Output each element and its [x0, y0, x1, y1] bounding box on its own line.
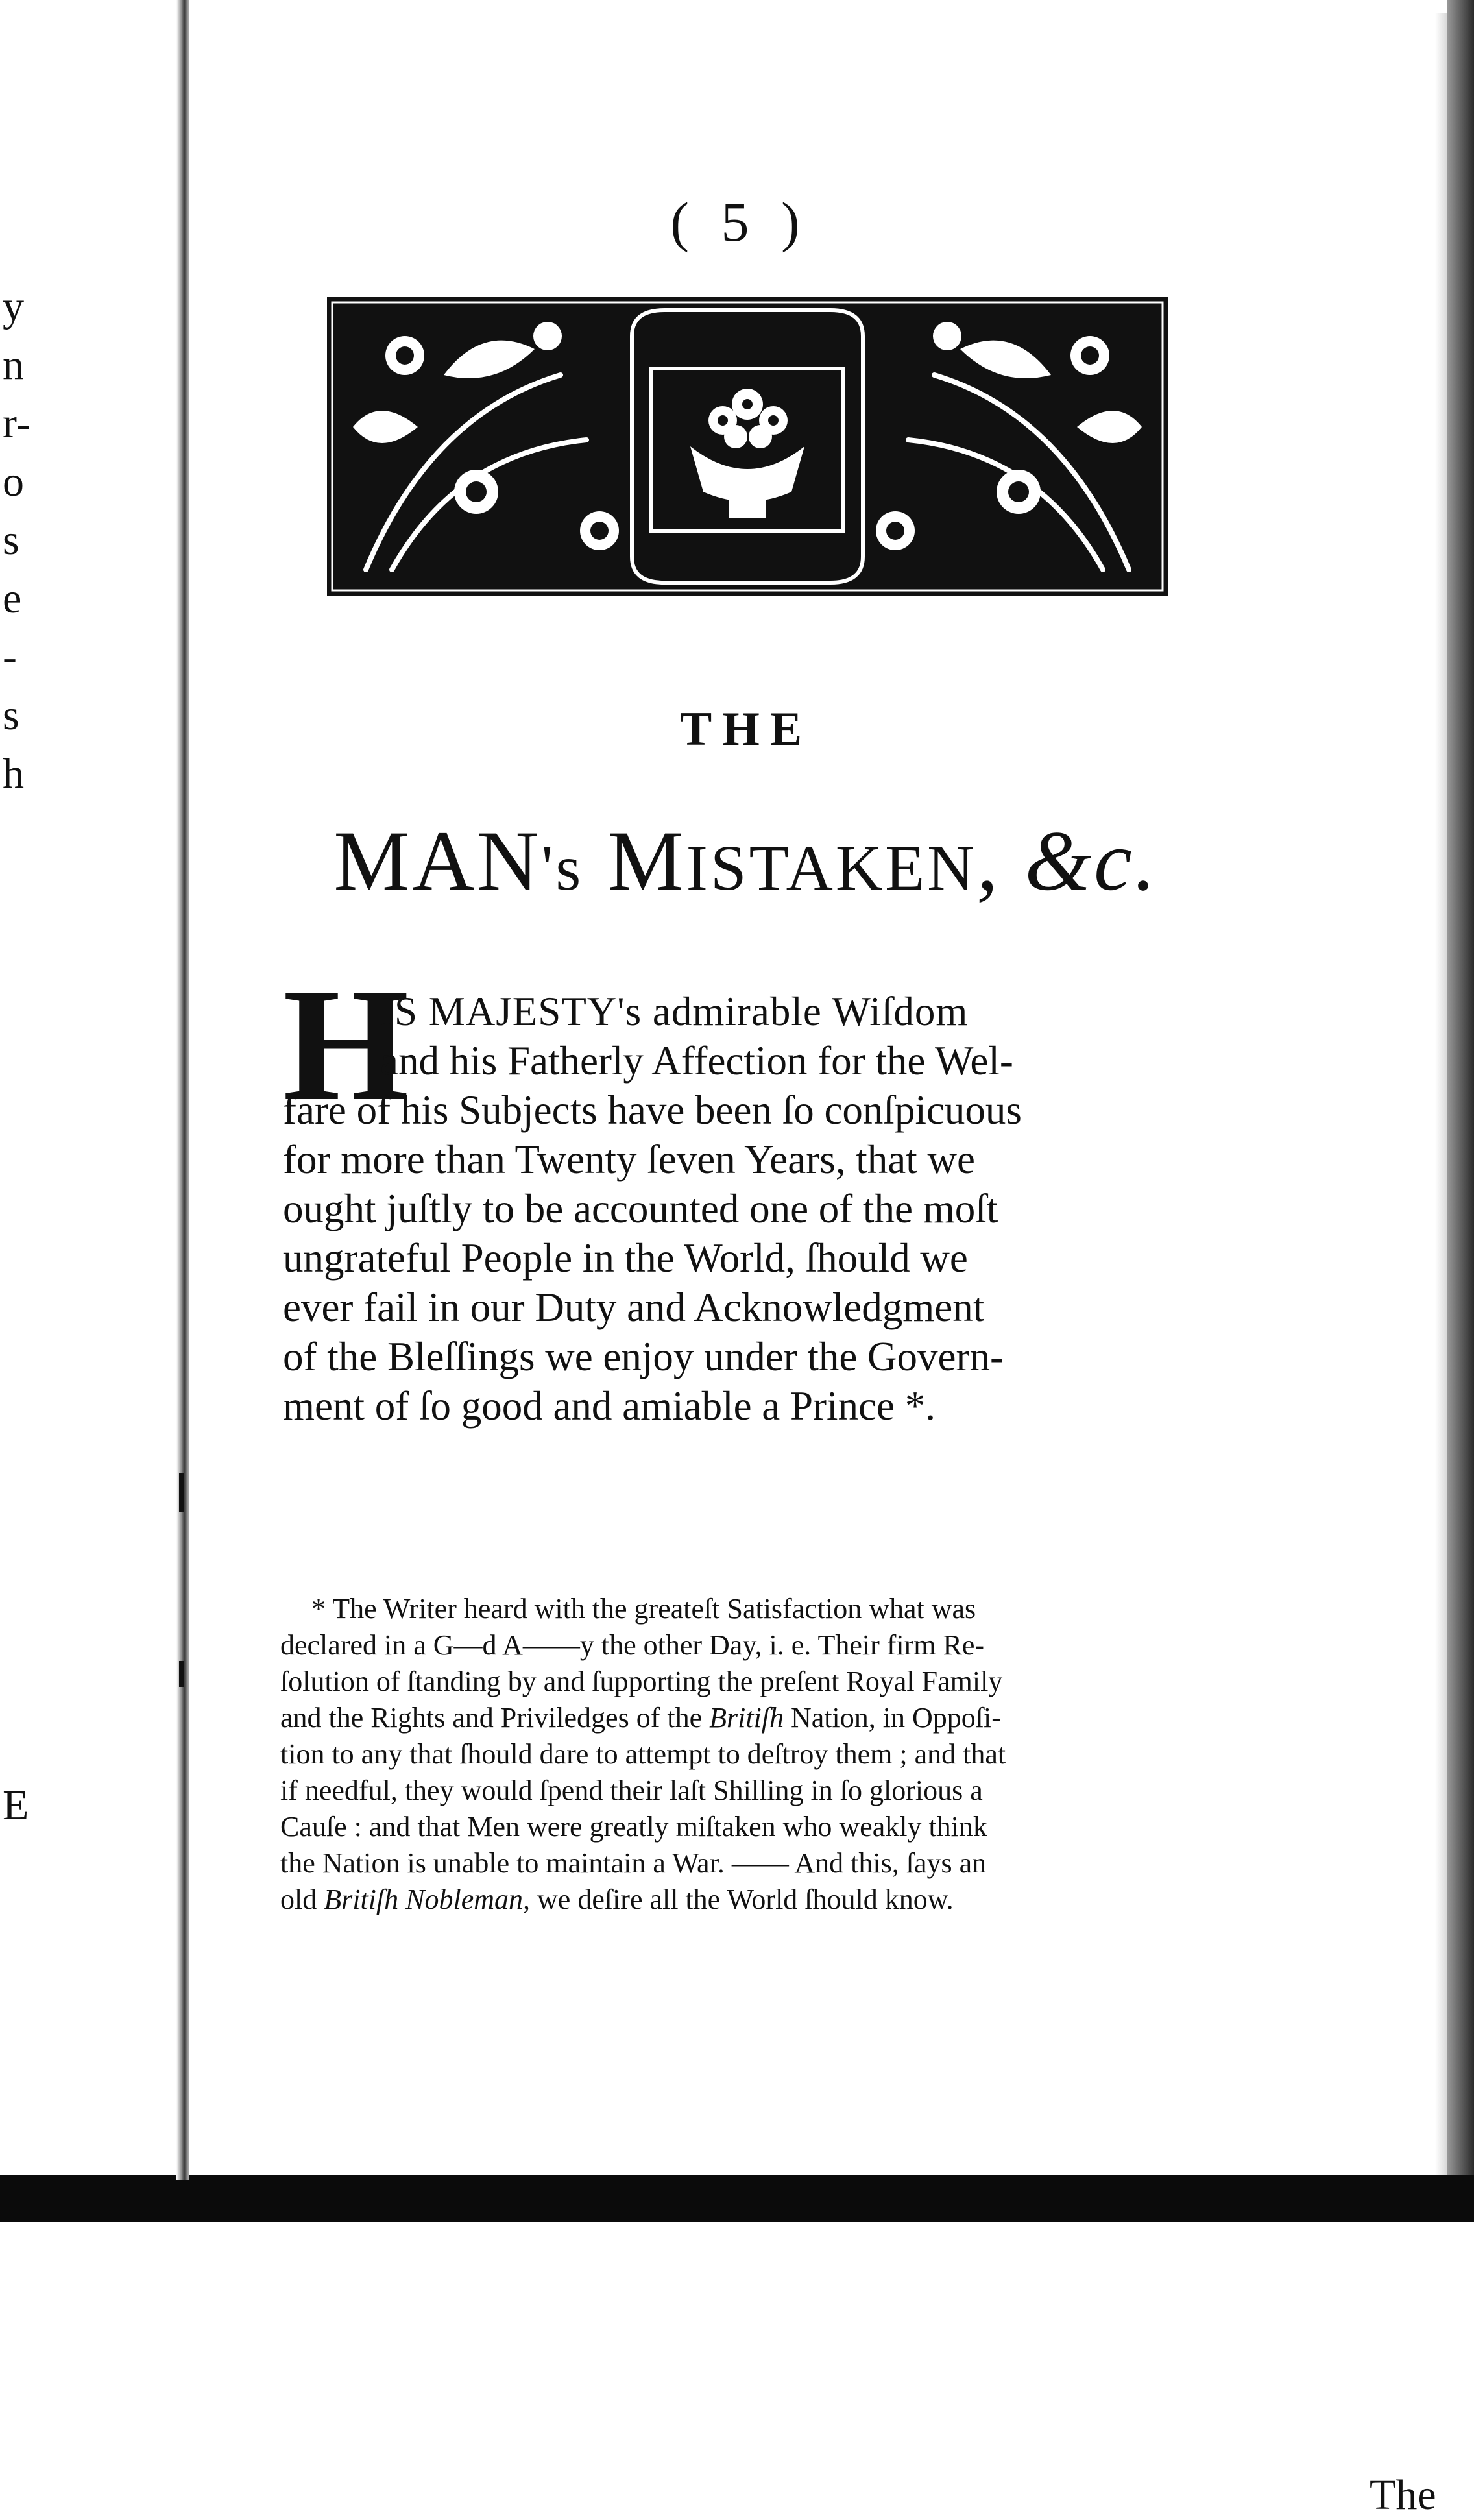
body-line: fare of his Subjects have been ſo conſpicuous — [283, 1087, 1022, 1133]
left-fragment: s — [3, 692, 19, 739]
scan-border-right — [1447, 0, 1474, 2222]
left-fragment: e — [3, 575, 22, 622]
heading-the: THE — [679, 703, 813, 756]
title-part: M — [583, 813, 686, 908]
gutter-stitch-mark — [179, 1661, 184, 1687]
footnote-line: the Nation is unable to maintain a War. —— And this, ſays an — [280, 1847, 987, 1879]
left-fragment: s — [3, 516, 19, 564]
drop-cap: H — [283, 955, 409, 1135]
page-number: ( 5 ) — [670, 191, 809, 253]
footnote-line: Cauſe : and that Men were greatly miſtaken who weakly think — [280, 1811, 987, 1843]
footnote-line: * The Writer heard with the greateſt Satisfaction what was — [311, 1593, 976, 1625]
footnote-text: Britiſh — [709, 1702, 784, 1734]
book-gutter — [176, 0, 189, 2180]
left-fragment: E — [3, 1782, 29, 1829]
body-line: ever fail in our Duty and Acknowledgment — [283, 1285, 985, 1330]
footnote-text: Nation, in Oppoſi- — [784, 1702, 1001, 1734]
title-part: , &c. — [976, 813, 1159, 908]
footnote-text: Britiſh Nobleman, — [324, 1884, 531, 1915]
page-title — [285, 811, 1207, 910]
footnote-line — [280, 1885, 954, 1914]
page-edge-shadow — [1435, 13, 1447, 2180]
left-fragment: r- — [3, 400, 30, 447]
catchword: The — [1370, 2471, 1436, 2519]
title-part: MAN — [333, 813, 542, 908]
left-fragment: y — [3, 283, 24, 330]
left-fragment: - — [3, 633, 17, 681]
left-fragment: n — [3, 341, 24, 389]
body-line: ought juſtly to be accounted one of the moſt — [283, 1186, 998, 1231]
scan-border-bottom — [0, 2175, 1474, 2222]
footnote-line: tion to any that ſhould dare to attempt to deſtroy them ; and that — [280, 1738, 1006, 1770]
body-line: of the Bleſſings we enjoy under the Govern- — [283, 1334, 1004, 1379]
footnote-line: declared in a G—d A——y the other Day, i. e. Their firm Re- — [280, 1629, 985, 1661]
ornamental-headpiece-icon — [327, 297, 1168, 596]
footnote-line: if needful, they would ſpend their laſt Shilling in ſo glorious a — [280, 1775, 983, 1806]
title-part: 's — [541, 832, 584, 904]
body-line: for more than Twenty ſeven Years, that we — [283, 1137, 975, 1182]
footnote-text: we deſire all the World ſhould know. — [530, 1884, 954, 1915]
body-line: ment of ſo good and amiable a Prince *. — [283, 1383, 936, 1429]
title-part: ISTAKEN — [686, 832, 977, 904]
body-line: IS MAJESTY's admirable Wiſdom — [380, 989, 969, 1034]
footnote-line — [280, 1704, 1001, 1732]
body-line: and his Fatherly Affection for the Wel- — [380, 1038, 1013, 1084]
gutter-stitch-mark — [179, 1473, 184, 1512]
footnote-line: ſolution of ſtanding by and ſupporting the preſent Royal Family — [280, 1666, 1003, 1697]
body-line: ungrateful People in the World, ſhould we — [283, 1235, 968, 1281]
footnote-text: old — [280, 1884, 324, 1915]
left-fragment: o — [3, 458, 24, 505]
left-fragment: h — [3, 750, 24, 797]
footnote-text: and the Rights and Priviledges of the — [280, 1702, 710, 1734]
